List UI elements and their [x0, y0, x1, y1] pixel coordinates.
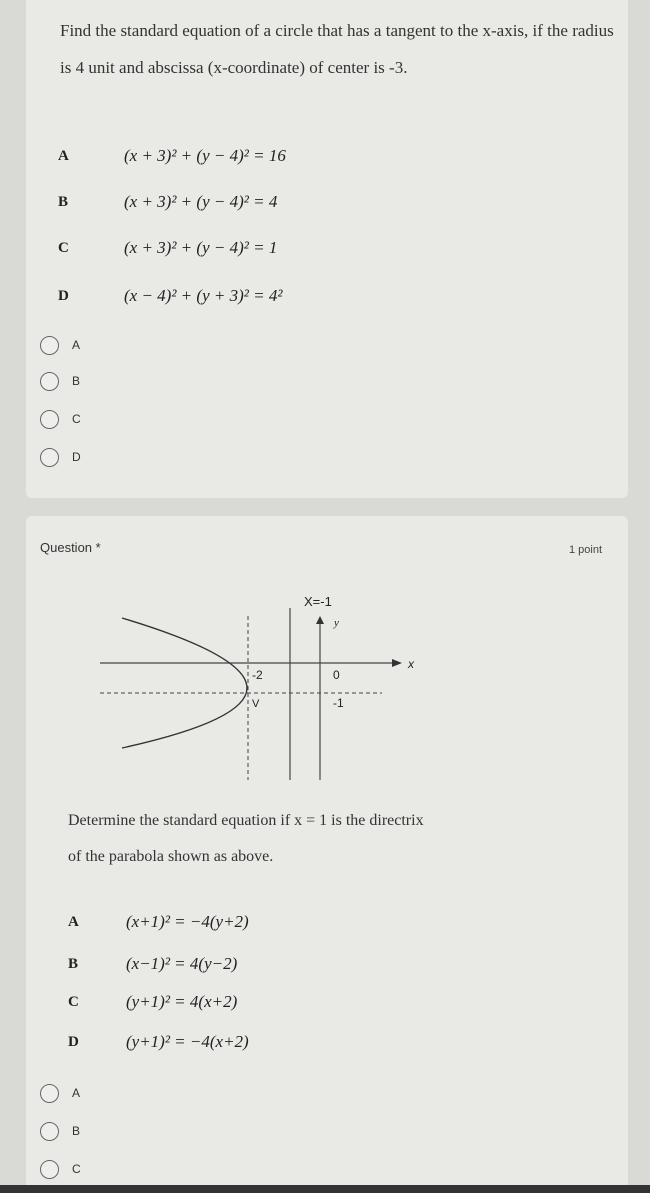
radio-button[interactable] [40, 1084, 59, 1103]
choice-equation: (x + 3)² + (y − 4)² = 1 [124, 238, 278, 257]
choice-equation: (y+1)² = −4(x+2) [126, 1032, 249, 1051]
radio-button[interactable] [40, 1122, 59, 1141]
option-label: B [72, 1124, 81, 1138]
directrix-label: X=-1 [304, 594, 332, 609]
question-card-1 [26, 0, 628, 498]
choice-letter: B [58, 194, 69, 210]
question-2-line-1: Determine the standard equation if x = 1 is the directrix [68, 812, 424, 829]
tick-down-label: -1 [333, 696, 344, 710]
choice-equation: (x + 3)² + (y − 4)² = 16 [124, 146, 286, 165]
option-label: A [72, 338, 81, 352]
vertex-label: V [252, 698, 260, 710]
points-label: 1 point [568, 544, 602, 556]
option-label: C [72, 412, 81, 426]
radio-button[interactable] [40, 336, 59, 355]
choice-letter: C [68, 994, 79, 1010]
question-1-text: Find the standard equation of a circle that has a tangent to the x-axis, if the radius is 4 unit and abscissa (x-coordinate) of center is -3. [60, 21, 614, 77]
question-label: Question * [40, 540, 101, 555]
option-label: C [72, 1162, 81, 1176]
choice-letter: B [68, 956, 79, 972]
choice-letter: D [68, 1034, 79, 1050]
choice-letter: A [58, 148, 69, 164]
x-axis-arrow [392, 659, 402, 667]
y-axis-arrow [316, 616, 324, 624]
option-label: B [72, 374, 81, 388]
choice-equation: (x − 4)² + (y + 3)² = 4² [124, 286, 283, 305]
choice-equation: (y+1)² = 4(x+2) [126, 992, 238, 1011]
y-axis-label: y [334, 617, 339, 629]
choice-letter: C [58, 240, 69, 256]
option-label: A [72, 1086, 81, 1100]
option-label: D [72, 450, 81, 464]
choice-equation: (x−1)² = 4(y−2) [126, 954, 238, 973]
parabola-curve [122, 618, 247, 748]
choice-equation: (x + 3)² + (y − 4)² = 4 [124, 192, 278, 211]
choice-letter: A [68, 914, 79, 930]
question-card-2 [26, 516, 628, 1193]
tick-left-label: -2 [252, 668, 263, 682]
radio-button[interactable] [40, 410, 59, 429]
bottom-edge [0, 1185, 650, 1193]
parabola-graph [92, 586, 432, 786]
question-2-line-2: of the parabola shown as above. [68, 848, 274, 865]
choice-letter: D [58, 288, 69, 304]
radio-button[interactable] [40, 448, 59, 467]
radio-button[interactable] [40, 372, 59, 391]
tick-origin-label: 0 [333, 668, 340, 682]
x-axis-label: x [408, 657, 414, 671]
radio-button[interactable] [40, 1160, 59, 1179]
choice-equation: (x+1)² = −4(y+2) [126, 912, 249, 931]
